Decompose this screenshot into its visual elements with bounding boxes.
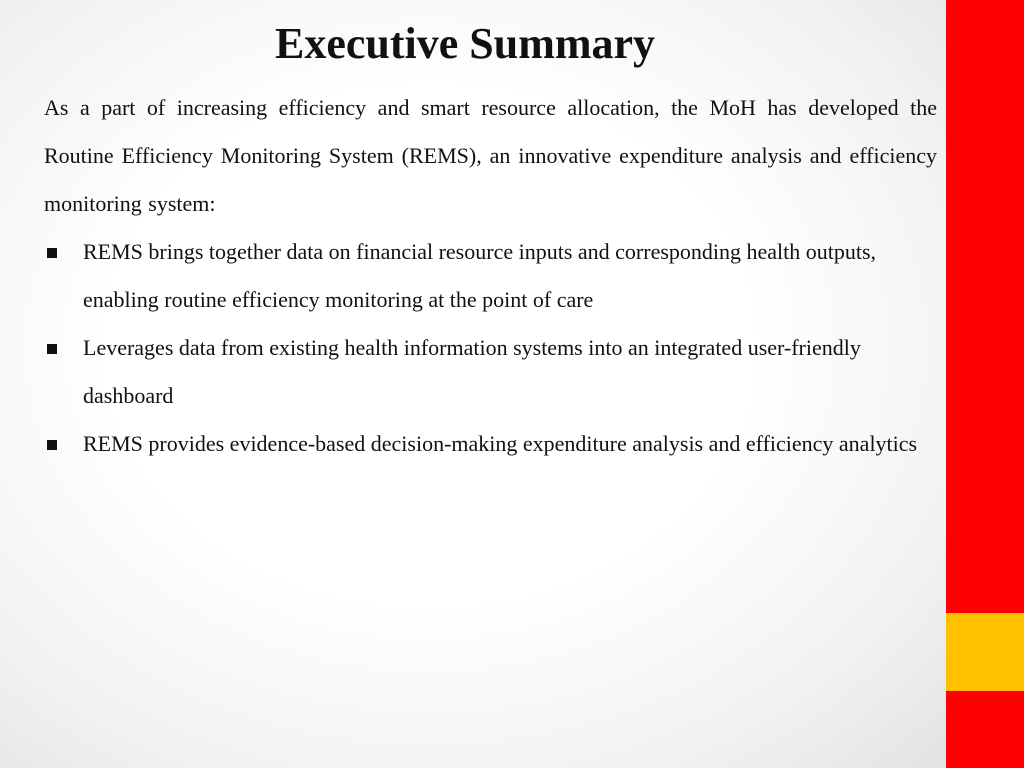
bullet-list <box>44 228 937 468</box>
strip-red-bottom <box>946 691 1024 768</box>
list-item <box>44 324 937 420</box>
slide-body <box>44 84 937 468</box>
list-item <box>44 228 937 324</box>
bullet-text: REMS brings together data on financial resource inputs and corresponding health outputs, enabling routine efficiency monitoring at the point of care <box>83 239 877 312</box>
square-bullet-icon <box>47 440 57 450</box>
square-bullet-icon <box>47 344 57 354</box>
slide-title: Executive Summary <box>274 19 656 68</box>
bullet-text: REMS provides evidence-based decision-making expenditure analysis and efficiency analytics <box>83 431 918 456</box>
square-bullet-icon <box>47 248 57 258</box>
strip-gold-accent <box>946 613 1024 691</box>
list-item <box>44 420 937 468</box>
strip-red-top <box>946 0 1024 613</box>
side-color-strip <box>946 0 1024 768</box>
intro-paragraph: As a part of increasing efficiency and smart resource allocation, the MoH has developed the Routine Efficiency Monitoring System (REMS), an innovative expenditure analysis and efficiency monitoring system: <box>44 95 937 216</box>
bullet-text: Leverages data from existing health information systems into an integrated user-friendly dashboard <box>83 335 861 408</box>
